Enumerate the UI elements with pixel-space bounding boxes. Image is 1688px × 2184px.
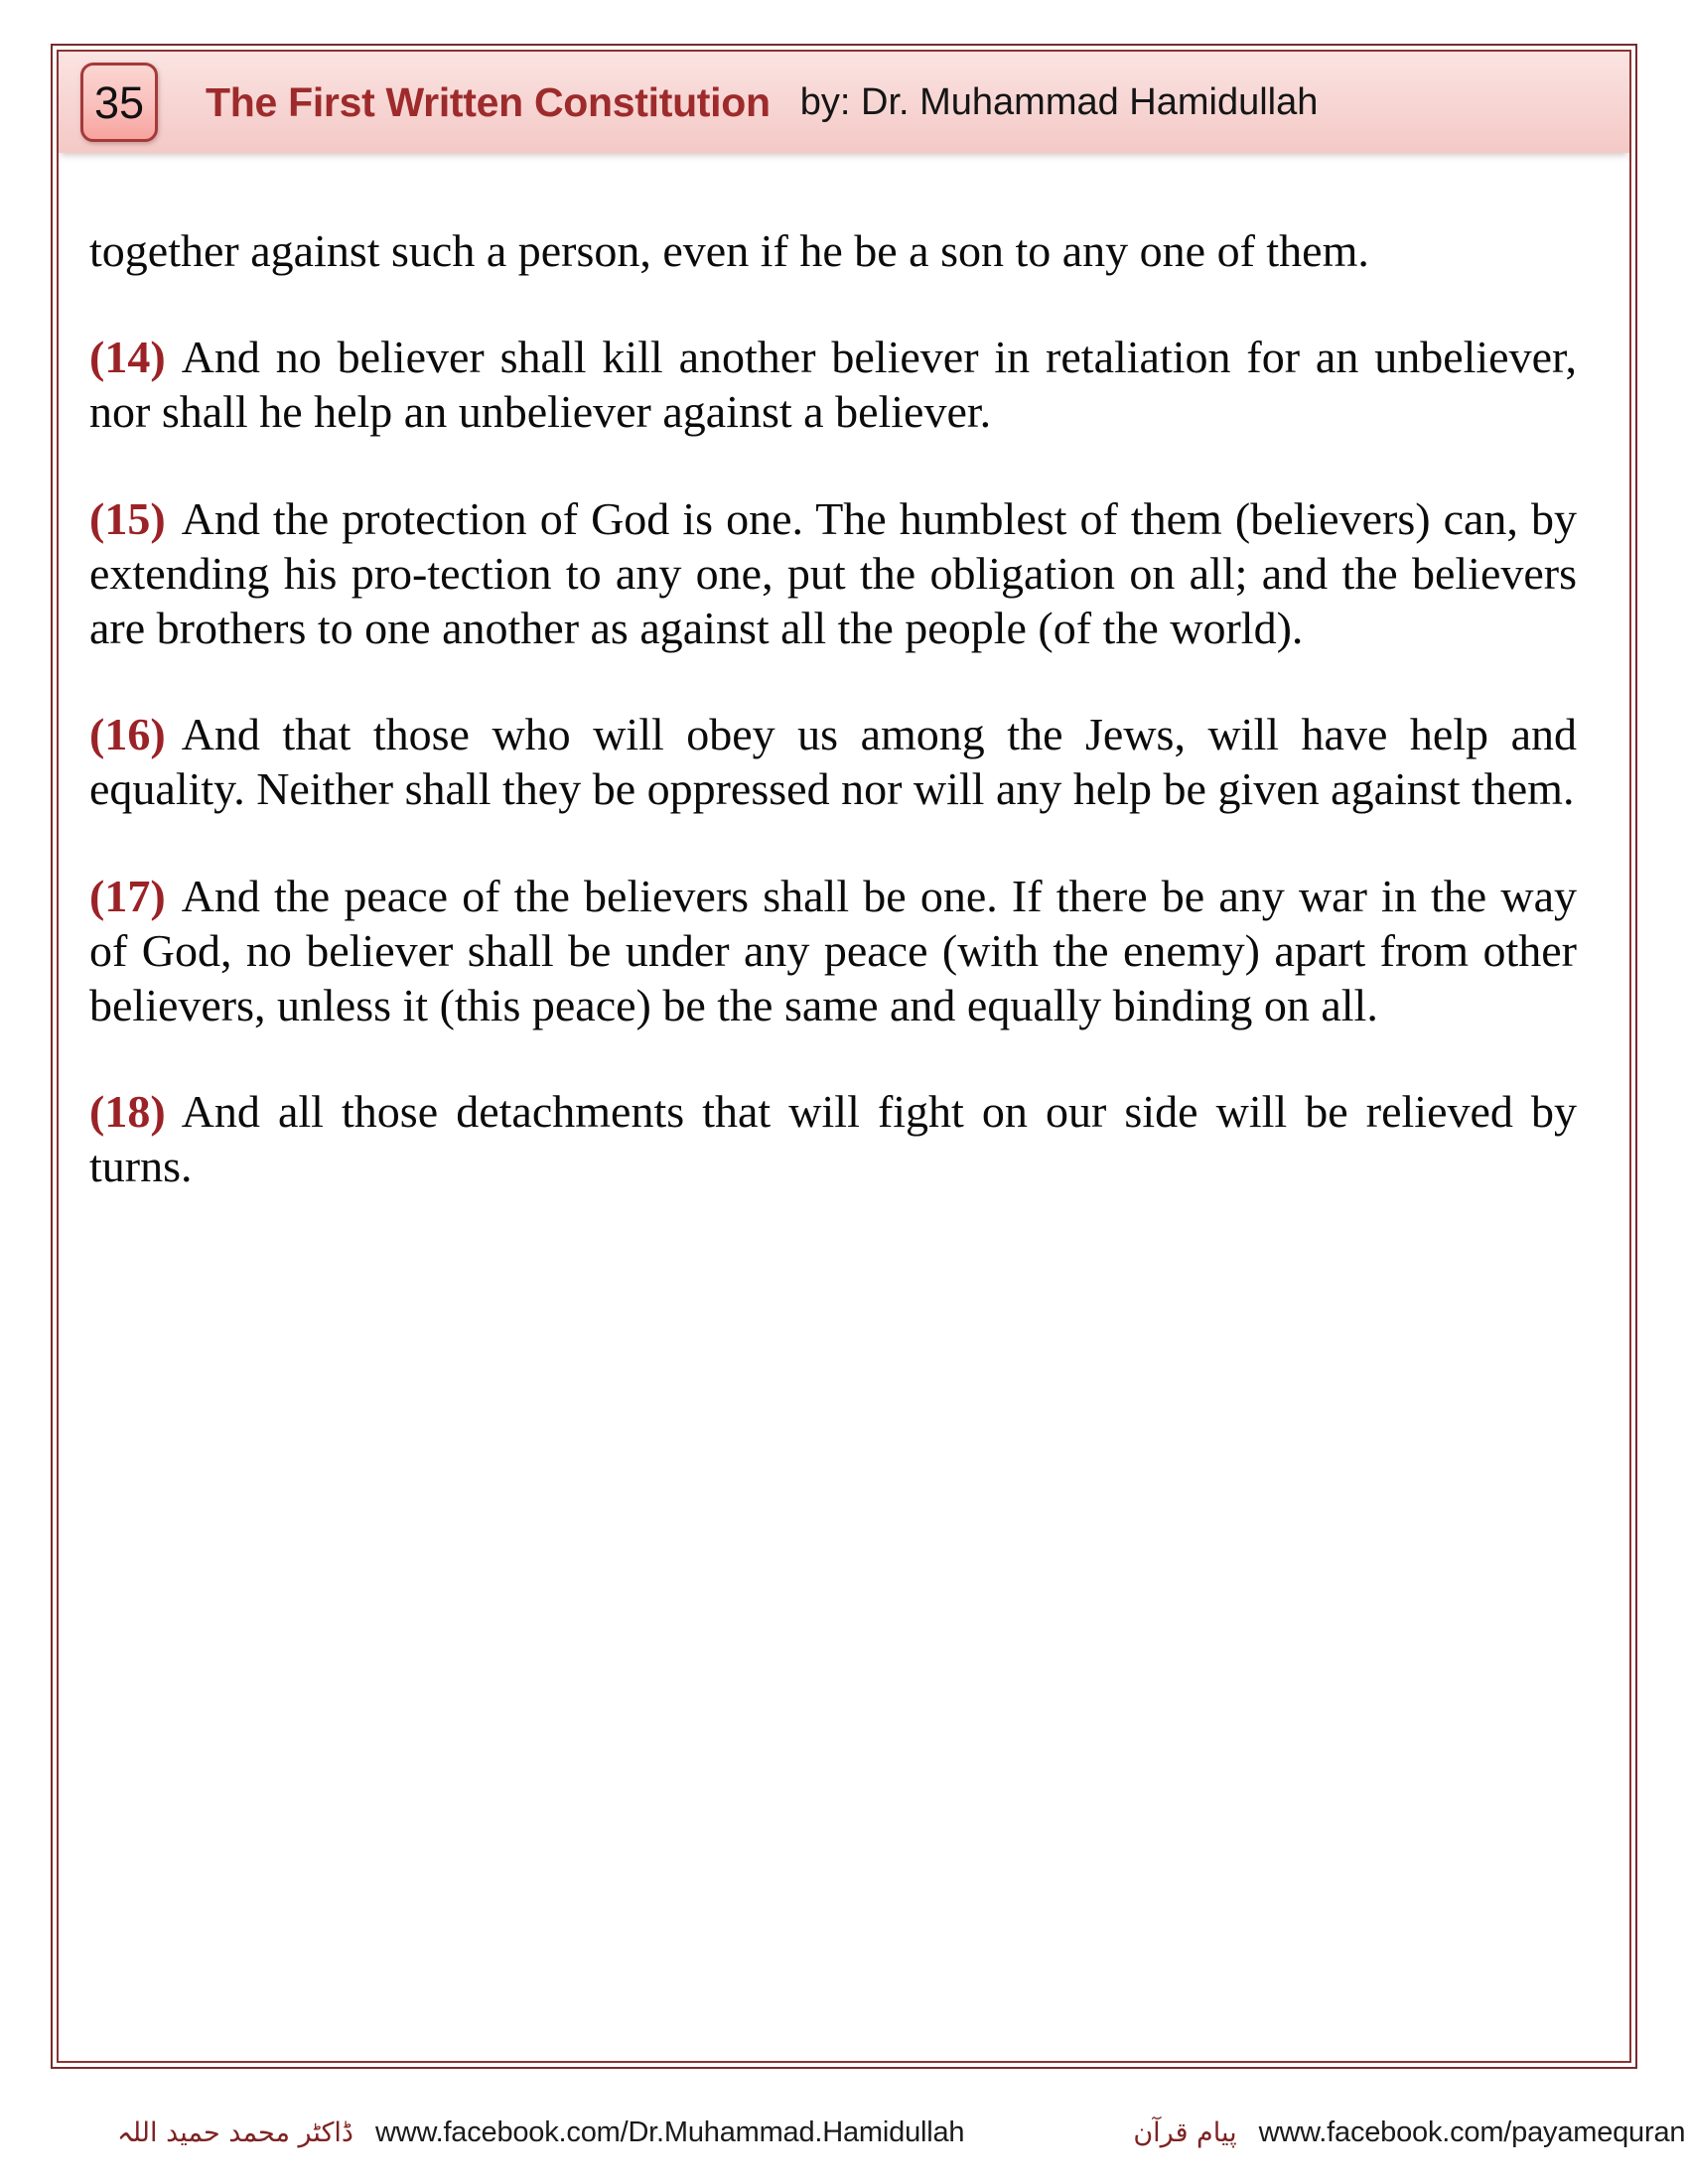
clause-paragraph	[89, 707, 1577, 816]
document-body	[89, 223, 1577, 1193]
clause-text: And the peace of the believers shall be one. If there be any war in the way of God, no believer shall be under any peace (with the enemy) apart from other believers, unless it (this peace) be the same and equally binding on all.	[89, 870, 1577, 1030]
page-number-badge: 35	[80, 63, 158, 142]
facebook-link-publisher[interactable]: www.facebook.com/payamequran	[1258, 2116, 1686, 2148]
clause-number: (16)	[89, 709, 166, 760]
clause-number: (18)	[89, 1086, 166, 1138]
clause-paragraph	[89, 1084, 1577, 1193]
author-byline: by: Dr. Muhammad Hamidullah	[799, 80, 1319, 123]
clause-number: (17)	[89, 870, 166, 921]
page-footer	[0, 2093, 1688, 2172]
urdu-author-signature: ڈاکٹر محمد حمید اللہ	[117, 2116, 353, 2148]
clause-number: (14)	[89, 332, 166, 383]
clause-text: And all those detachments that will fight on our side will be relieved by turns.	[89, 1086, 1577, 1192]
footer-credit-left	[117, 2116, 964, 2149]
clause-paragraph	[89, 330, 1577, 439]
clause-text: And the protection of God is one. The humblest of them (believers) can, by extending his pro-tection to any one, put the obligation on all; and the believers are brothers to one another as against all the people (of the world).	[89, 492, 1577, 653]
page-title: The First Written Constitution	[206, 78, 771, 125]
footer-credit-right	[1133, 2116, 1685, 2149]
continuation-paragraph: together against such a person, even if he be a son to any one of them.	[89, 225, 1369, 276]
facebook-link-author[interactable]: www.facebook.com/Dr.Muhammad.Hamidullah	[374, 2116, 965, 2148]
urdu-publisher-name: پیام قرآن	[1133, 2116, 1237, 2148]
clause-paragraph	[89, 491, 1577, 656]
clause-text: And that those who will obey us among the Jews, will have help and equality. Neither shall they be oppressed nor will any help be given against them.	[89, 709, 1577, 815]
clause-number: (15)	[89, 492, 166, 544]
page-header	[59, 52, 1629, 153]
clause-text: And no believer shall kill another believer in retaliation for an unbeliever, nor shall he help an unbeliever against a believer.	[89, 332, 1577, 438]
clause-paragraph	[89, 869, 1577, 1033]
